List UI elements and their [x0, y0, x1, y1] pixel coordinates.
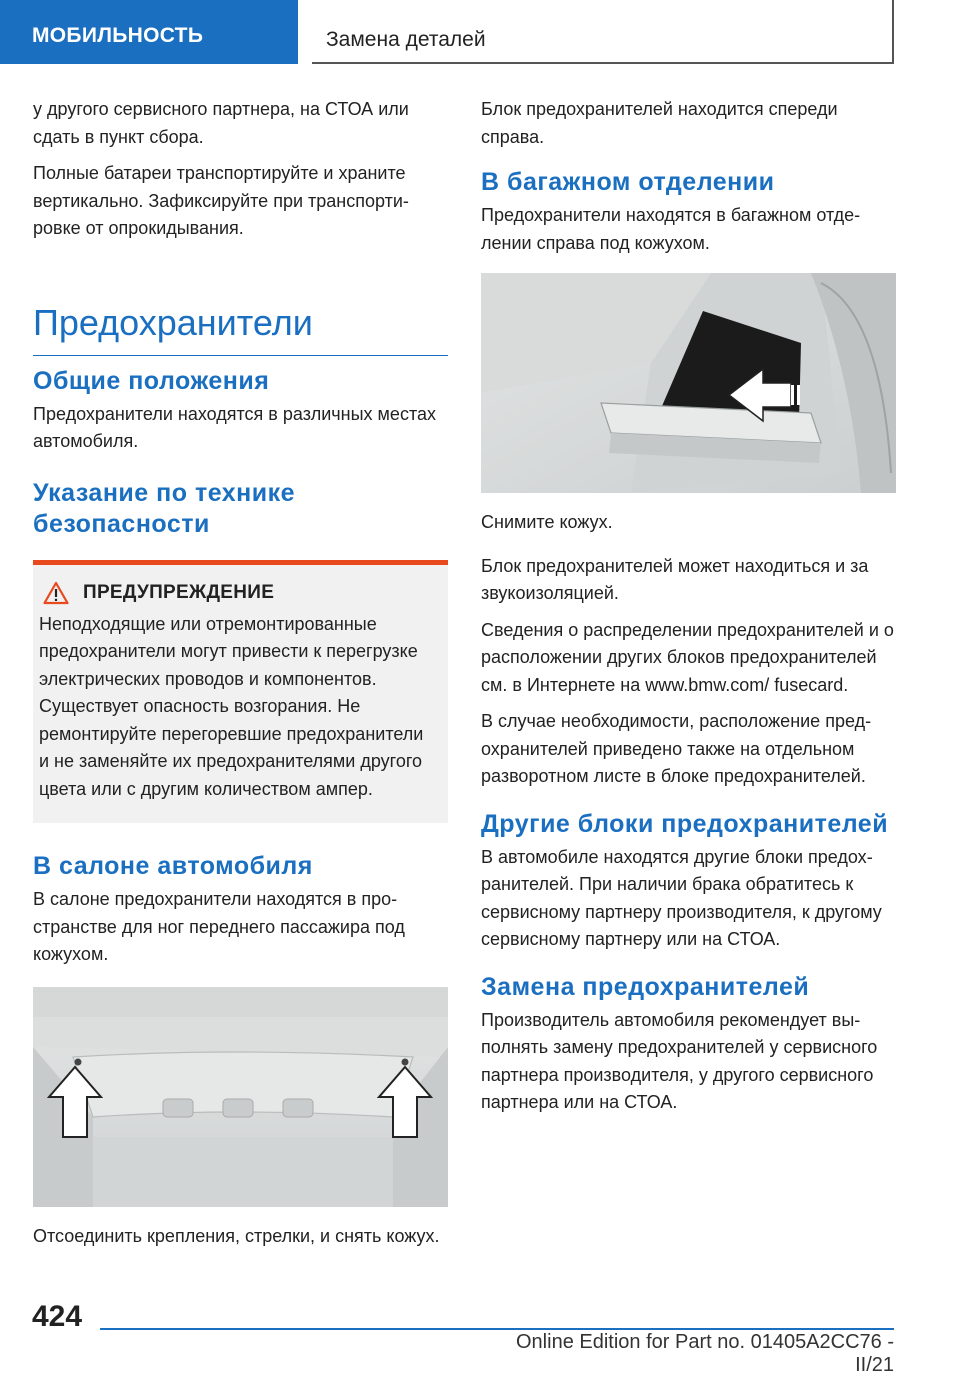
header-chapter: Замена деталей — [326, 28, 486, 51]
paragraph: Отсоединить крепления, стрелки, и снять кожух. — [33, 1225, 440, 1246]
subsection-title: Указание по технике безопасности — [33, 478, 296, 538]
subsection-title: Замена предохранителей — [481, 972, 810, 1001]
warning-title: ПРЕДУПРЕЖДЕНИЕ — [83, 581, 275, 603]
paragraph: Производитель автомобиля рекомендует выполнять замену предохранителей у сервисного партнера производителя, у другого сервисного партнера или на СТОА. — [481, 1009, 878, 1112]
paragraph: Блок предохранителей находится спереди справа. — [481, 99, 838, 147]
trunk-illustration-svg — [481, 273, 896, 493]
footer-divider — [100, 1328, 894, 1330]
subsection-title: В багажном отделении — [481, 168, 775, 196]
header-chapter-box — [312, 0, 894, 64]
page-number: 424 — [32, 1300, 83, 1333]
paragraph: Сведения о распределении предохранителей и о расположении других блоков предохранителей см. в Интернете на www.bmw.com/ fusecard. — [481, 619, 894, 695]
subsection-title: В салоне автомобиля — [33, 852, 313, 880]
footer-edition: Online Edition for Part no. 01405A2CC76 - II/21 — [516, 1331, 894, 1376]
warning-box — [33, 560, 448, 824]
header-section-tab — [0, 0, 298, 64]
subsection-title: Общие положения — [33, 366, 270, 395]
footwell-cover-illustration — [33, 987, 448, 1207]
subsection-title: Другие блоки предохранителей — [481, 809, 889, 838]
trunk-cover-illustration — [481, 273, 896, 493]
warning-text: Неподходящие или отремонтированные предохранители могут привести к перегрузке электрических проводов и компонентов. Существует опасность возгорания. Не ремонтируйте перегоревшие предохранители и не заменяйте их предохранителями другого цвета или с другим количеством ампер. — [39, 613, 424, 799]
paragraph: у другого сервисного партнера, на СТОА или сдать в пункт сбора. — [33, 99, 409, 147]
footwell-illustration-svg — [33, 987, 448, 1207]
paragraph: Предохранители находятся в различных местах автомобиля. — [33, 403, 436, 451]
warning-header — [39, 581, 438, 605]
paragraph: Полные батареи транспортируйте и храните вертикально. Зафиксируйте при транспортировке от опрокидывания. — [33, 163, 409, 238]
header-section: МОБИЛЬНОСТЬ — [32, 24, 204, 47]
paragraph: В случае необходимости, расположение предохранителей приведено также на отдельном разворотном листе в блоке предохранителей. — [481, 711, 872, 786]
warning-triangle-icon — [43, 581, 69, 605]
paragraph: В автомобиле находятся другие блоки предохранителей. При наличии брака обратитесь к сервисному партнеру производителя, к другому сервисному партнеру или на СТОА. — [481, 846, 882, 949]
right-column — [481, 96, 896, 1126]
paragraph: Предохранители находятся в багажном отделении справа под кожухом. — [481, 205, 861, 253]
left-column — [33, 96, 448, 1259]
section-title: Предохранители — [33, 301, 448, 356]
paragraph: Снимите кожух. — [481, 512, 613, 532]
paragraph: Блок предохранителей может находиться и за звукоизоляцией. — [481, 555, 869, 603]
paragraph: В салоне предохранители находятся в пространстве для ног переднего пассажира под кожухом. — [33, 889, 405, 964]
